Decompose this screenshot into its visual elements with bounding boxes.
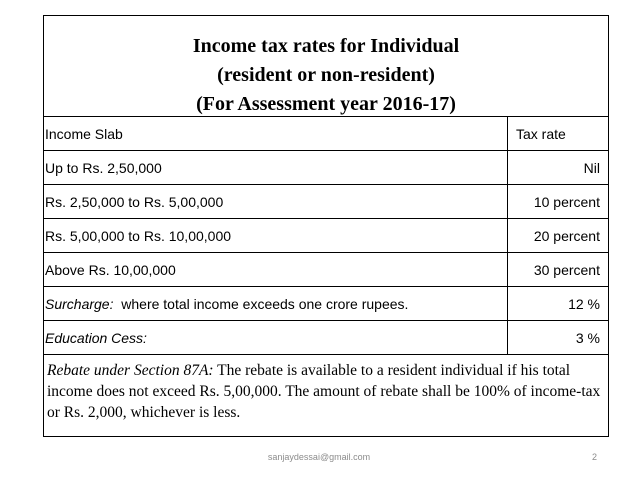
- cess-rate: 3 %: [575, 329, 600, 346]
- tax-rate-cell: 20 percent: [533, 227, 600, 244]
- title-line-3: (For Assessment year 2016-17): [196, 93, 456, 115]
- surcharge-row: [44, 287, 608, 321]
- table-row: [44, 253, 608, 287]
- tax-rate-cell: Nil: [583, 159, 600, 176]
- income-slab-cell: Rs. 5,00,000 to Rs. 10,00,000: [44, 219, 508, 252]
- title-line-2: (resident or non-resident): [217, 64, 435, 86]
- tax-rate-cell: 10 percent: [533, 193, 600, 210]
- table-header-row: [44, 117, 608, 151]
- table-row: [44, 219, 608, 253]
- table-title: [44, 16, 608, 117]
- page-number: 2: [592, 452, 598, 462]
- header-tax-rate: Tax rate: [516, 125, 566, 142]
- rebate-text: The rebate is available to a resident individual if his total income does not exceed Rs. 5,00,000. The amount of rebate shall be 100% of income-tax or Rs. 2,000, whichever is less.: [47, 362, 601, 421]
- tax-rate-cell: 30 percent: [533, 261, 600, 278]
- title-line-1: Income tax rates for Individual: [192, 35, 460, 57]
- table-row: [44, 185, 608, 219]
- cess-row: [44, 321, 608, 355]
- table-row: [44, 151, 608, 185]
- rebate-note: [44, 355, 608, 436]
- footer-email: sanjaydessai@gmail.com: [267, 452, 371, 462]
- surcharge-label: Surcharge:: [45, 295, 114, 312]
- income-slab-cell: Rs. 2,50,000 to Rs. 5,00,000: [44, 185, 508, 218]
- surcharge-text: where total income exceeds one crore rupees.: [113, 295, 409, 312]
- surcharge-description: [44, 287, 508, 320]
- cess-label: Education Cess:: [44, 321, 508, 354]
- tax-rates-table: [43, 15, 609, 437]
- income-slab-cell: Above Rs. 10,00,000: [44, 253, 508, 286]
- header-income-slab: Income Slab: [44, 117, 508, 150]
- surcharge-rate: 12 %: [568, 295, 600, 312]
- rebate-label: Rebate under Section 87A:: [47, 362, 214, 379]
- income-slab-cell: Up to Rs. 2,50,000: [44, 151, 508, 184]
